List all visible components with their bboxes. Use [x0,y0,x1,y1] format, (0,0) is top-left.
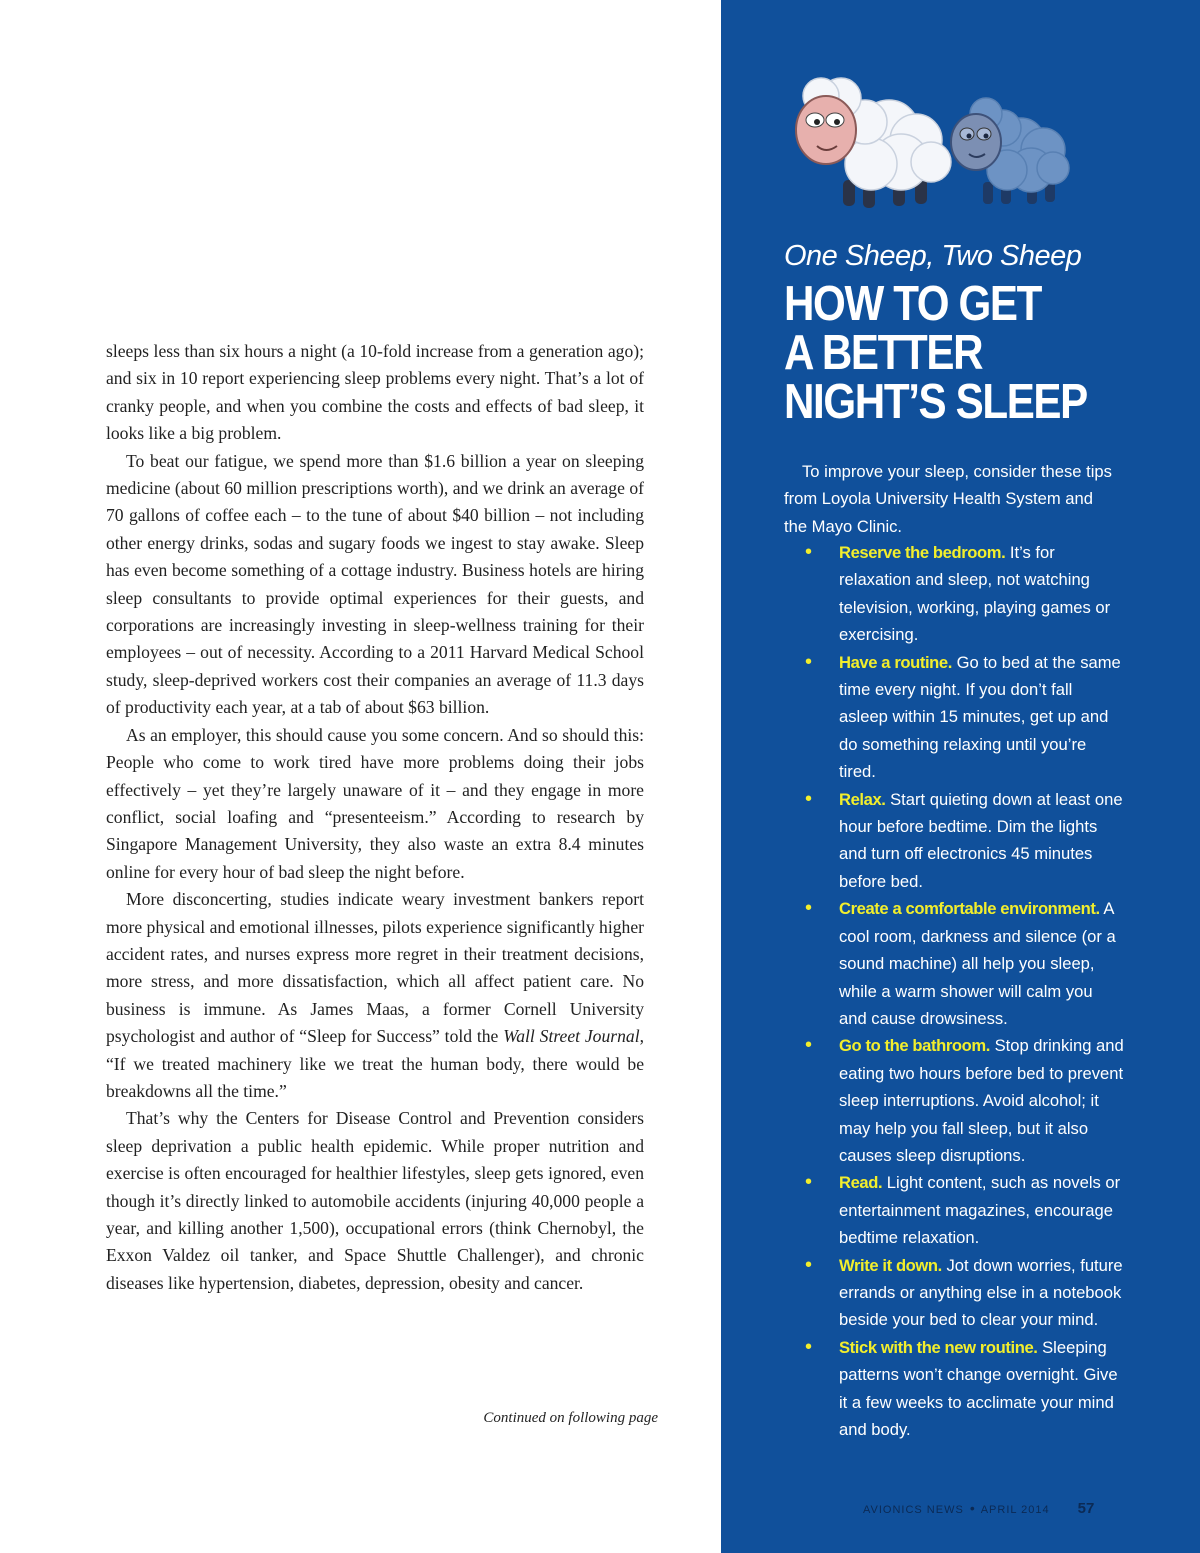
footer-issue: APRIL 2014 [980,1504,1050,1516]
tip-text: Sleeping patterns won’t change overnight. Give it a few weeks to acclimate your mind and body. [839,1337,1118,1439]
tip-text: Stop drinking and eating two hours before bed to prevent sleep interruptions. Avoid alcohol; it may help you fall sleep, but it also causes sleep disruptions. [839,1036,1124,1165]
tip-item [784,1334,1124,1444]
sheep-illustration [781,62,1081,222]
bullet-icon: • [805,541,813,563]
continued-note: Continued on following page [483,1410,658,1426]
tip-title: Relax. [839,789,886,809]
headline-line-1: HOW TO GET [784,277,1042,331]
tip-item [784,649,1124,786]
article-paragraph-2: To beat our fatigue, we spend more than $1.6 billion a year on sleeping medicine (about 60 million prescriptions worth), and we drink an average of 70 gallons of coffee each – to the tune of about $40 billion – not including other energy drinks, sodas and sugary foods we ingest to stay awake. Sleep has even become something of a cottage industry. Business hotels are hiring sleep consultants to provide optimal experiences for their guests, and corporations are increasingly investing in sleep-wellness training for their employees – out of necessity. According to a 2011 Harvard Medical School study, sleep-deprived workers cost their companies an average of 11.3 days of productivity each year, at a tab of about $63 billion. [106,450,644,718]
page-footer [863,1500,1094,1518]
article-paragraph-4-text-a: More disconcerting, studies indicate weary investment bankers report more physical and emotional illnesses, pilots experience significantly higher accident rates, and nurses express more regret in their treatment decisions, more stress, and more dissatisfaction, which all affect patient care. No business is immune. As James Maas, a former Cornell University psychologist and author of “Sleep for Success” told the [106,889,644,1047]
bullet-icon: • [805,1335,813,1358]
article-paragraph-4 [106,886,644,1105]
tip-text: Start quieting down at least one hour before bedtime. Dim the lights and turn off electronics 45 minutes before bed. [839,789,1123,891]
tips-sidebar [721,0,1200,1553]
bullet-icon: • [805,1253,813,1276]
tip-text: It’s for relaxation and sleep, not watching television, working, playing games or exercising. [839,543,1111,645]
publication-title: Wall Street Journal [503,1026,640,1047]
page-number: 57 [1077,1500,1095,1517]
bullet-icon: • [805,897,813,920]
white-sheep-icon [796,78,951,208]
headline-line-2: A BETTER [784,326,983,380]
tip-text: Go to bed at the same time every night. If you don’t fall asleep within 15 minutes, get up and do something relaxing until you’re tired. [839,652,1121,782]
tip-title: Reserve the bedroom. [839,543,1006,562]
tip-title: Write it down. [839,1255,942,1275]
tip-item [784,786,1124,896]
tip-title: Create a comfortable environment. [839,899,1100,919]
tip-text: Jot down worries, future errands or anything else in a notebook beside your bed to clear your mind. [839,1255,1123,1330]
tip-text: Light content, such as novels or entertainment magazines, encourage bedtime relaxation. [839,1173,1121,1248]
headline-line-3: NIGHT’S SLEEP [784,375,1087,429]
bullet-icon: • [805,1171,813,1194]
sidebar-headline [784,277,1184,429]
footer-publication: AVIONICS NEWS [863,1504,964,1516]
bullet-icon: • [805,650,813,673]
bullet-icon: • [805,1034,813,1057]
tip-title: Stick with the new routine. [839,1337,1038,1357]
tip-title: Have a routine. [839,652,952,672]
tip-item [784,539,1124,649]
tip-title: Go to the bathroom. [839,1036,990,1056]
sidebar-intro: To improve your sleep, consider these tips from Loyola University Health System and the Mayo Clinic. [784,462,1112,536]
tip-item [784,1252,1124,1334]
article-paragraph-5: That’s why the Centers for Disease Control and Prevention considers sleep deprivation a public health epidemic. While proper nutrition and exercise is often encouraged for healthier lifestyles, sleep gets ignored, even though it’s directly linked to automobile accidents (injuring 40,000 people a year, and killing another 1,500), occupational errors (think Chernobyl, the Exxon Valdez oil tanker, and Space Shuttle Challenger), and chronic diseases like hypertension, diabetes, depression, obesity and cancer. [106,1108,644,1293]
tip-item [784,1032,1124,1169]
tips-list [784,539,1124,1443]
tip-text: A cool room, darkness and silence (or a sound machine) all help you sleep, while a warm shower will calm you and cause drowsiness. [839,899,1116,1028]
blue-sheep-icon [951,98,1069,204]
tip-item [784,1169,1124,1251]
article-paragraph-4-text-b: , “If we treated machinery like we treat the human body, there would be breakdowns all the time.” [106,1026,644,1101]
footer-separator: • [969,1500,975,1516]
tip-item [784,895,1124,1032]
bullet-icon: • [805,787,813,810]
article-paragraph-3: As an employer, this should cause you some concern. And so should this: People who come to work tired have more problems doing their jobs effectively – yet they’re largely unaware of it – and they engage in more conflict, social loafing and “presenteeism.” According to research by Singapore Management University, they also waste an extra 8.4 minutes online for every hour of bad sleep the night before. [106,724,644,882]
article-paragraph-1: sleeps less than six hours a night (a 10-fold increase from a generation ago); and six in 10 report experiencing sleep problems every night. That’s a lot of cranky people, and when you combine the costs and effects of bad sleep, it looks like a big problem. [106,341,644,444]
article-body [106,338,644,1297]
tip-title: Read. [839,1173,883,1193]
sidebar-kicker: One Sheep, Two Sheep [784,240,1082,272]
